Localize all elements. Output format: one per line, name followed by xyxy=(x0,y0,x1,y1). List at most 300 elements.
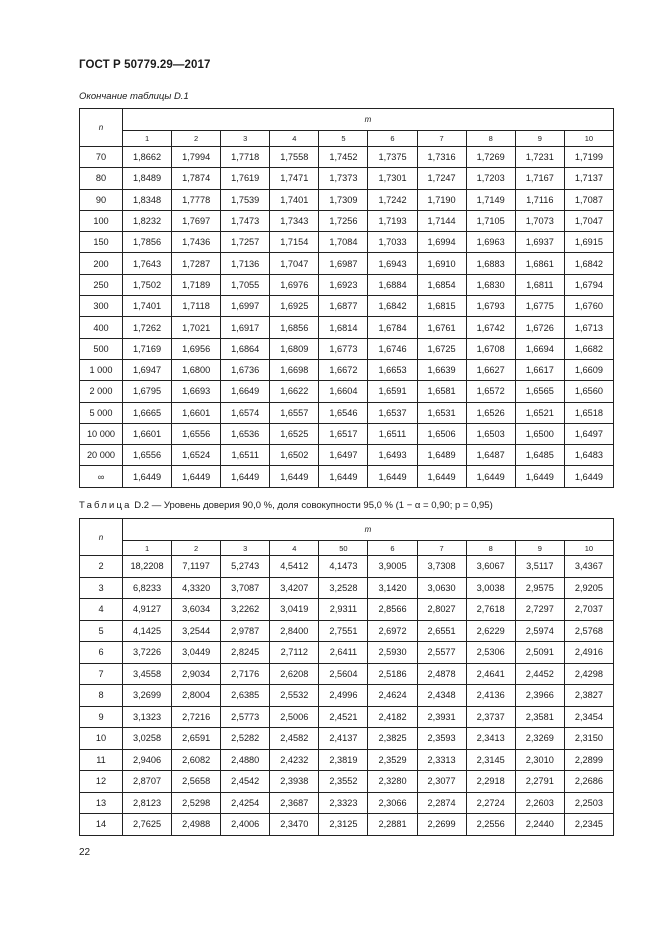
table-cell: 1,6773 xyxy=(319,338,368,359)
table-cell: 1,7309 xyxy=(319,189,368,210)
table-cell: 2,3077 xyxy=(417,771,466,793)
table-cell: 1,6489 xyxy=(417,445,466,466)
table-cell: 2,4641 xyxy=(466,663,515,685)
table-cell: 1,7118 xyxy=(172,296,221,317)
table-cell: 3,6067 xyxy=(466,556,515,578)
row-label-n: 4 xyxy=(80,599,123,621)
table-cell: 2,3687 xyxy=(270,792,319,814)
table-cell: 1,6627 xyxy=(466,359,515,380)
table-cell: 1,6556 xyxy=(172,423,221,444)
table-cell: 1,7778 xyxy=(172,189,221,210)
row-label-n: 70 xyxy=(80,147,123,168)
table-cell: 1,7189 xyxy=(172,274,221,295)
table-cell: 2,3529 xyxy=(368,749,417,771)
table-cell: 1,6800 xyxy=(172,359,221,380)
table-cell: 1,7473 xyxy=(221,210,270,231)
table-cell: 1,7136 xyxy=(221,253,270,274)
row-label-n: 100 xyxy=(80,210,123,231)
table-cell: 1,6917 xyxy=(221,317,270,338)
table-row xyxy=(80,445,614,466)
table-cell: 1,7144 xyxy=(417,210,466,231)
table-cell: 1,6591 xyxy=(368,381,417,402)
row-label-n: 2 xyxy=(80,556,123,578)
row-label-n: 7 xyxy=(80,663,123,685)
row-label-n: 80 xyxy=(80,168,123,189)
table-cell: 2,6972 xyxy=(368,620,417,642)
table-row xyxy=(80,577,614,599)
table-cell: 1,6884 xyxy=(368,274,417,295)
column-header: 9 xyxy=(515,131,564,147)
table-cell: 1,8232 xyxy=(123,210,172,231)
table-cell: 2,2918 xyxy=(466,771,515,793)
table-cell: 1,7262 xyxy=(123,317,172,338)
table-cell: 1,7718 xyxy=(221,147,270,168)
table-cell: 1,6622 xyxy=(270,381,319,402)
table-cell: 1,6997 xyxy=(221,296,270,317)
table-cell: 1,8489 xyxy=(123,168,172,189)
table-cell: 1,6761 xyxy=(417,317,466,338)
table-cell: 1,6672 xyxy=(319,359,368,380)
table-cell: 2,3413 xyxy=(466,728,515,750)
table-cell: 1,6742 xyxy=(466,317,515,338)
table-cell: 1,6546 xyxy=(319,402,368,423)
row-label-n: 3 xyxy=(80,577,123,599)
table-cell: 2,2874 xyxy=(417,792,466,814)
table-cell: 1,6842 xyxy=(564,253,613,274)
table-cell: 1,6572 xyxy=(466,381,515,402)
table-cell: 2,4254 xyxy=(221,792,270,814)
table-cell: 1,6910 xyxy=(417,253,466,274)
table-cell: 1,6525 xyxy=(270,423,319,444)
table-cell: 2,5306 xyxy=(466,642,515,664)
table-cell: 2,7297 xyxy=(515,599,564,621)
table-cell: 3,1323 xyxy=(123,706,172,728)
table-cell: 3,0038 xyxy=(466,577,515,599)
table-cell: 2,2724 xyxy=(466,792,515,814)
table-cell: 1,6665 xyxy=(123,402,172,423)
table-cell: 2,5658 xyxy=(172,771,221,793)
table-cell: 1,6449 xyxy=(172,466,221,487)
table-cell: 1,6811 xyxy=(515,274,564,295)
table-cell: 2,5091 xyxy=(515,642,564,664)
table-row xyxy=(80,253,614,274)
table-cell: 3,4207 xyxy=(270,577,319,599)
table-cell: 1,7047 xyxy=(270,253,319,274)
row-label-n: 150 xyxy=(80,232,123,253)
table-cell: 1,6856 xyxy=(270,317,319,338)
table-cell: 1,7287 xyxy=(172,253,221,274)
table-cell: 2,2603 xyxy=(515,792,564,814)
table-cell: 2,3313 xyxy=(417,749,466,771)
table-cell: 5,2743 xyxy=(221,556,270,578)
table-cell: 2,4916 xyxy=(564,642,613,664)
row-label-n: 13 xyxy=(80,792,123,814)
row-label-n: 250 xyxy=(80,274,123,295)
column-header: 8 xyxy=(466,131,515,147)
table-cell: 2,3931 xyxy=(417,706,466,728)
table-cell: 4,5412 xyxy=(270,556,319,578)
row-label-n: 400 xyxy=(80,317,123,338)
table-cell: 2,5773 xyxy=(221,706,270,728)
row-label-n: 14 xyxy=(80,814,123,836)
table-cell: 1,6795 xyxy=(123,381,172,402)
table-cell: 2,4521 xyxy=(319,706,368,728)
table-row xyxy=(80,642,614,664)
table-cell: 1,6925 xyxy=(270,296,319,317)
table-cell: 2,6551 xyxy=(417,620,466,642)
table-cell: 1,6682 xyxy=(564,338,613,359)
table-cell: 2,4880 xyxy=(221,749,270,771)
table-row xyxy=(80,728,614,750)
table-cell: 1,6601 xyxy=(123,423,172,444)
table-cell: 2,6082 xyxy=(172,749,221,771)
table-cell: 2,5532 xyxy=(270,685,319,707)
column-header: 10 xyxy=(564,541,613,556)
table-row xyxy=(80,599,614,621)
table-cell: 1,7373 xyxy=(319,168,368,189)
row-label-n: 11 xyxy=(80,749,123,771)
table-cell: 1,6617 xyxy=(515,359,564,380)
table-cell: 3,2699 xyxy=(123,685,172,707)
table-cell: 3,7226 xyxy=(123,642,172,664)
row-label-n: 20 000 xyxy=(80,445,123,466)
table-cell: 1,6760 xyxy=(564,296,613,317)
table-cell: 1,7375 xyxy=(368,147,417,168)
table-cell: 2,4542 xyxy=(221,771,270,793)
table-cell: 1,6609 xyxy=(564,359,613,380)
table-cell: 2,3966 xyxy=(515,685,564,707)
row-label-n: 200 xyxy=(80,253,123,274)
table-cell: 2,4988 xyxy=(172,814,221,836)
column-header: 7 xyxy=(417,541,466,556)
table-cell: 1,7343 xyxy=(270,210,319,231)
table-cell: 1,6883 xyxy=(466,253,515,274)
table-row xyxy=(80,749,614,771)
row-label-n: 9 xyxy=(80,706,123,728)
m-header: m xyxy=(123,519,614,541)
table-cell: 1,6877 xyxy=(319,296,368,317)
column-header: 6 xyxy=(368,131,417,147)
table-cell: 1,7856 xyxy=(123,232,172,253)
table-cell: 2,5186 xyxy=(368,663,417,685)
table-cell: 1,6511 xyxy=(368,423,417,444)
table-cell: 2,3593 xyxy=(417,728,466,750)
table-cell: 1,6502 xyxy=(270,445,319,466)
table-cell: 3,0258 xyxy=(123,728,172,750)
table-cell: 1,7436 xyxy=(172,232,221,253)
table-row xyxy=(80,423,614,444)
table-cell: 1,7167 xyxy=(515,168,564,189)
table-cell: 4,1473 xyxy=(319,556,368,578)
column-header: 1 xyxy=(123,541,172,556)
table2-caption-prefix: Таблица xyxy=(79,500,132,511)
table-cell: 1,6556 xyxy=(123,445,172,466)
table-cell: 1,7242 xyxy=(368,189,417,210)
table-cell: 2,2791 xyxy=(515,771,564,793)
table-cell: 2,4582 xyxy=(270,728,319,750)
table-cell: 2,6208 xyxy=(270,663,319,685)
table-cell: 1,6987 xyxy=(319,253,368,274)
table-cell: 2,2345 xyxy=(564,814,613,836)
table-row xyxy=(80,402,614,423)
table-row xyxy=(80,792,614,814)
column-header: 5 xyxy=(319,131,368,147)
page-number: 22 xyxy=(79,847,91,858)
table-d2 xyxy=(79,518,614,836)
table-cell: 1,8662 xyxy=(123,147,172,168)
table-cell: 3,2528 xyxy=(319,577,368,599)
table-cell: 1,6639 xyxy=(417,359,466,380)
table-cell: 1,7149 xyxy=(466,189,515,210)
table-row xyxy=(80,814,614,836)
table-row xyxy=(80,771,614,793)
table-d1-continuation xyxy=(79,108,614,488)
table-cell: 1,6976 xyxy=(270,274,319,295)
table-cell: 1,6526 xyxy=(466,402,515,423)
table-cell: 2,3454 xyxy=(564,706,613,728)
table-cell: 1,6511 xyxy=(221,445,270,466)
table-cell: 1,7033 xyxy=(368,232,417,253)
table-cell: 1,6449 xyxy=(270,466,319,487)
table-cell: 1,6775 xyxy=(515,296,564,317)
table2-caption xyxy=(79,500,493,511)
table2-caption-text: D.2 — Уровень доверия 90,0 %, доля совокупности 95,0 % (1 − α = 0,90; p = 0,95) xyxy=(131,500,493,511)
row-label-n: 12 xyxy=(80,771,123,793)
table-row xyxy=(80,274,614,295)
table-cell: 1,6861 xyxy=(515,253,564,274)
table-cell: 2,4878 xyxy=(417,663,466,685)
table-cell: 2,2503 xyxy=(564,792,613,814)
table-cell: 1,6560 xyxy=(564,381,613,402)
table-cell: 1,7994 xyxy=(172,147,221,168)
table-cell: 1,7256 xyxy=(319,210,368,231)
table-cell: 1,7558 xyxy=(270,147,319,168)
column-header: 2 xyxy=(172,541,221,556)
table-cell: 2,3150 xyxy=(564,728,613,750)
table-cell: 1,6506 xyxy=(417,423,466,444)
table-cell: 2,3825 xyxy=(368,728,417,750)
table-cell: 1,6449 xyxy=(221,466,270,487)
row-label-n: 8 xyxy=(80,685,123,707)
table-cell: 1,6693 xyxy=(172,381,221,402)
table-cell: 1,6915 xyxy=(564,232,613,253)
table-cell: 2,4136 xyxy=(466,685,515,707)
table-cell: 2,9034 xyxy=(172,663,221,685)
table-cell: 1,6565 xyxy=(515,381,564,402)
table-cell: 1,6449 xyxy=(564,466,613,487)
table-cell: 1,7087 xyxy=(564,189,613,210)
table-cell: 3,5117 xyxy=(515,556,564,578)
table-cell: 1,6483 xyxy=(564,445,613,466)
table-cell: 2,3819 xyxy=(319,749,368,771)
table-cell: 1,6493 xyxy=(368,445,417,466)
table-cell: 1,6485 xyxy=(515,445,564,466)
column-header: 2 xyxy=(172,131,221,147)
table-cell: 1,6694 xyxy=(515,338,564,359)
table-cell: 1,6449 xyxy=(368,466,417,487)
table-row xyxy=(80,381,614,402)
table-cell: 7,1197 xyxy=(172,556,221,578)
table-cell: 4,9127 xyxy=(123,599,172,621)
table-cell: 2,7216 xyxy=(172,706,221,728)
table-cell: 1,7116 xyxy=(515,189,564,210)
row-label-n: 2 000 xyxy=(80,381,123,402)
table-cell: 1,6449 xyxy=(123,466,172,487)
table-cell: 3,7308 xyxy=(417,556,466,578)
table-cell: 1,6943 xyxy=(368,253,417,274)
table-cell: 1,6994 xyxy=(417,232,466,253)
table-cell: 2,3323 xyxy=(319,792,368,814)
table-cell: 1,6923 xyxy=(319,274,368,295)
table-cell: 3,0449 xyxy=(172,642,221,664)
table-cell: 1,6581 xyxy=(417,381,466,402)
row-label-n: 500 xyxy=(80,338,123,359)
table-cell: 1,7502 xyxy=(123,274,172,295)
table-cell: 1,6947 xyxy=(123,359,172,380)
row-label-n: ∞ xyxy=(80,466,123,487)
table-cell: 2,3066 xyxy=(368,792,417,814)
table-row xyxy=(80,189,614,210)
table-cell: 1,7203 xyxy=(466,168,515,189)
table-cell: 1,7021 xyxy=(172,317,221,338)
table-cell: 1,6531 xyxy=(417,402,466,423)
document-header: ГОСТ Р 50779.29—2017 xyxy=(79,59,211,71)
table-row xyxy=(80,685,614,707)
table-row xyxy=(80,168,614,189)
table-cell: 1,6842 xyxy=(368,296,417,317)
table-cell: 1,6784 xyxy=(368,317,417,338)
table-cell: 1,7169 xyxy=(123,338,172,359)
row-label-n: 5 000 xyxy=(80,402,123,423)
table-cell: 1,7401 xyxy=(123,296,172,317)
table-cell: 2,4452 xyxy=(515,663,564,685)
table-cell: 1,6449 xyxy=(515,466,564,487)
table-cell: 2,4006 xyxy=(221,814,270,836)
table-cell: 2,6591 xyxy=(172,728,221,750)
table-cell: 1,6956 xyxy=(172,338,221,359)
table-cell: 2,7551 xyxy=(319,620,368,642)
table-cell: 1,6794 xyxy=(564,274,613,295)
column-header: 50 xyxy=(319,541,368,556)
table-cell: 3,1420 xyxy=(368,577,417,599)
table-row xyxy=(80,359,614,380)
table-row xyxy=(80,556,614,578)
table-row xyxy=(80,317,614,338)
column-header: 9 xyxy=(515,541,564,556)
table-cell: 1,7471 xyxy=(270,168,319,189)
table-cell: 1,7154 xyxy=(270,232,319,253)
table-cell: 2,2686 xyxy=(564,771,613,793)
table-cell: 4,1425 xyxy=(123,620,172,642)
table-cell: 2,3280 xyxy=(368,771,417,793)
table-row xyxy=(80,338,614,359)
table-cell: 1,6736 xyxy=(221,359,270,380)
table-cell: 1,6521 xyxy=(515,402,564,423)
table-row xyxy=(80,706,614,728)
table-cell: 2,5768 xyxy=(564,620,613,642)
table-cell: 1,6830 xyxy=(466,274,515,295)
table-cell: 3,2262 xyxy=(221,599,270,621)
table-cell: 1,6518 xyxy=(564,402,613,423)
table-cell: 2,3470 xyxy=(270,814,319,836)
table-cell: 2,2881 xyxy=(368,814,417,836)
table-cell: 2,8004 xyxy=(172,685,221,707)
table-cell: 1,6713 xyxy=(564,317,613,338)
table-cell: 2,7625 xyxy=(123,814,172,836)
row-label-n: 90 xyxy=(80,189,123,210)
table-row xyxy=(80,210,614,231)
table-cell: 2,3125 xyxy=(319,814,368,836)
row-label-n: 10 000 xyxy=(80,423,123,444)
table-cell: 1,6487 xyxy=(466,445,515,466)
table-cell: 2,6411 xyxy=(319,642,368,664)
table-cell: 1,8348 xyxy=(123,189,172,210)
table-cell: 2,3552 xyxy=(319,771,368,793)
table-cell: 2,3010 xyxy=(515,749,564,771)
table-cell: 2,7618 xyxy=(466,599,515,621)
table-row xyxy=(80,296,614,317)
row-label-n: 6 xyxy=(80,642,123,664)
table-cell: 1,7874 xyxy=(172,168,221,189)
table-cell: 1,7401 xyxy=(270,189,319,210)
table-cell: 2,7037 xyxy=(564,599,613,621)
table-cell: 4,3320 xyxy=(172,577,221,599)
table-cell: 1,6517 xyxy=(319,423,368,444)
table-cell: 2,3269 xyxy=(515,728,564,750)
table-cell: 1,7047 xyxy=(564,210,613,231)
table-cell: 1,7105 xyxy=(466,210,515,231)
table-cell: 2,4996 xyxy=(319,685,368,707)
table-cell: 2,8566 xyxy=(368,599,417,621)
table-cell: 1,7301 xyxy=(368,168,417,189)
table-cell: 1,6601 xyxy=(172,402,221,423)
table-cell: 1,6500 xyxy=(515,423,564,444)
table-cell: 1,7619 xyxy=(221,168,270,189)
table-row xyxy=(80,466,614,487)
column-header: 4 xyxy=(270,131,319,147)
table-cell: 2,4348 xyxy=(417,685,466,707)
table-cell: 3,4558 xyxy=(123,663,172,685)
table-cell: 1,6537 xyxy=(368,402,417,423)
table-cell: 1,6503 xyxy=(466,423,515,444)
table-cell: 2,9311 xyxy=(319,599,368,621)
table-cell: 1,7539 xyxy=(221,189,270,210)
table-cell: 1,6604 xyxy=(319,381,368,402)
table-cell: 1,7137 xyxy=(564,168,613,189)
row-label-n: 10 xyxy=(80,728,123,750)
table-cell: 1,7452 xyxy=(319,147,368,168)
table-cell: 1,6449 xyxy=(319,466,368,487)
table-row xyxy=(80,620,614,642)
table-cell: 2,8027 xyxy=(417,599,466,621)
table-cell: 2,4624 xyxy=(368,685,417,707)
table-row xyxy=(80,232,614,253)
table-cell: 1,6698 xyxy=(270,359,319,380)
table-cell: 2,8123 xyxy=(123,792,172,814)
m-header: m xyxy=(123,109,614,131)
table-cell: 2,9575 xyxy=(515,577,564,599)
table-cell: 1,7055 xyxy=(221,274,270,295)
table-cell: 3,9005 xyxy=(368,556,417,578)
table-cell: 2,3145 xyxy=(466,749,515,771)
n-header: n xyxy=(80,109,123,147)
table-cell: 3,4367 xyxy=(564,556,613,578)
table-cell: 2,5006 xyxy=(270,706,319,728)
table-cell: 3,6034 xyxy=(172,599,221,621)
table-cell: 2,2899 xyxy=(564,749,613,771)
table-cell: 1,6725 xyxy=(417,338,466,359)
table-cell: 2,6229 xyxy=(466,620,515,642)
